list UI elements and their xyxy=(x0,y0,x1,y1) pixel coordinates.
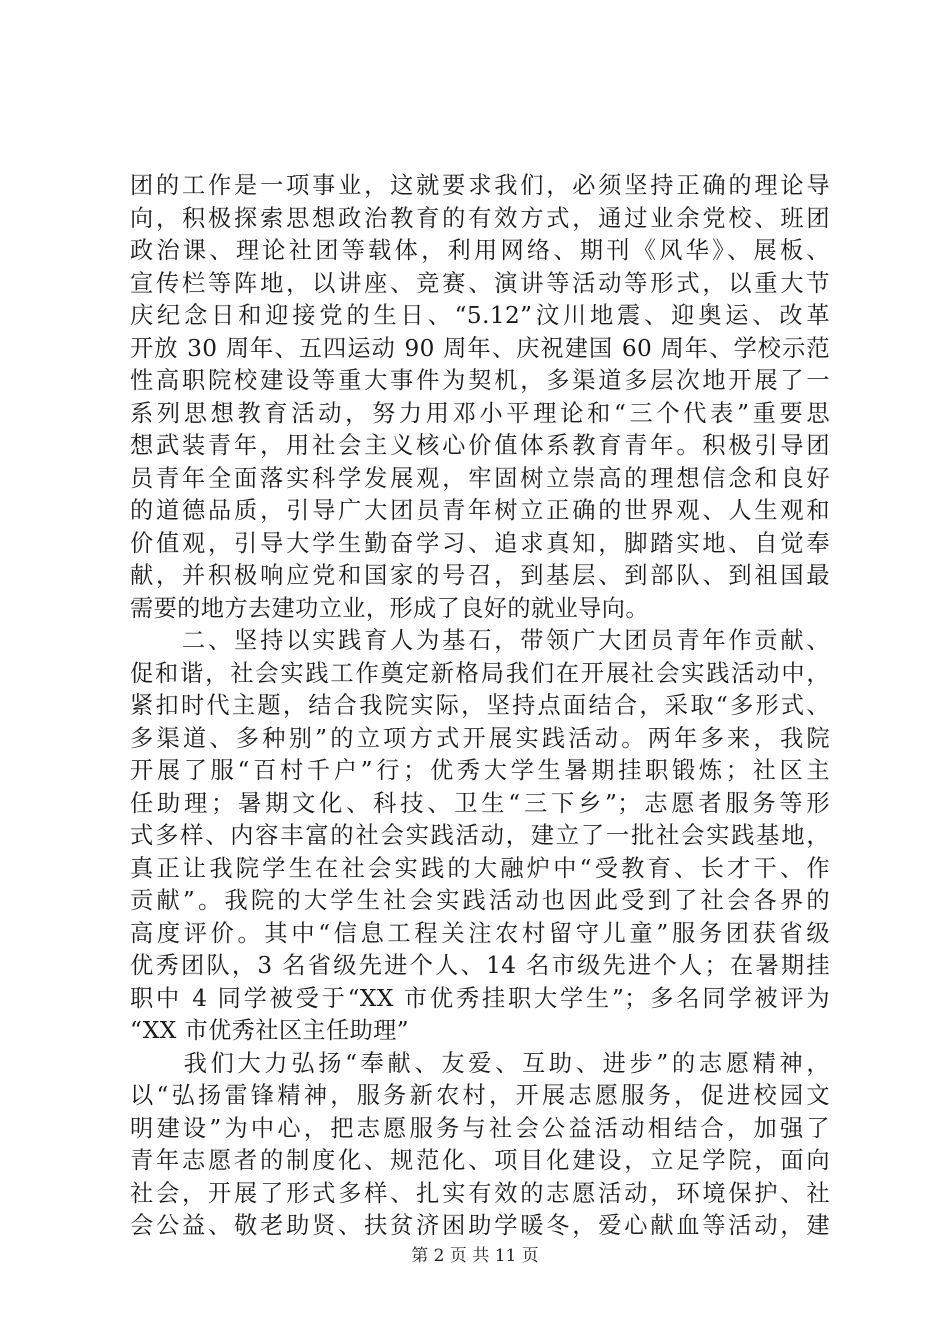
paragraph-line: 向，积极探索思想政治教育的有效方式，通过业余党校、班团 xyxy=(130,204,830,232)
paragraph-line: 需要的地方去建功立业，形成了良好的就业导向。 xyxy=(130,594,649,622)
paragraph-line: 式多样、内容丰富的社会实践活动，建立了一批社会实践基地， xyxy=(130,822,830,849)
paragraph-line: 开展了服“百村千户”行；优秀大学生暑期挂职锻炼；社区主 xyxy=(130,757,830,784)
paragraph-line: 想武装青年，用社会主义核心价值体系教育青年。积极引导团 xyxy=(130,432,830,459)
paragraph-line: 促和谐，社会实践工作奠定新格局我们在开展社会实践活动中， xyxy=(130,659,830,687)
paragraph-line: 真正让我院学生在社会实践的大融炉中“受教育、长才干、作 xyxy=(130,854,830,882)
paragraph-line: 系列思想教育活动，努力用邓小平理论和“三个代表”重要思 xyxy=(130,399,830,427)
document-body xyxy=(130,170,830,1243)
paragraph-line: “XX 市优秀社区主任助理” xyxy=(130,1017,410,1044)
paragraph-line: 以“弘扬雷锋精神，服务新农村，开展志愿服务，促进校园文 xyxy=(130,1082,830,1109)
paragraph-line: 的道德品质，引导广大团员青年树立正确的世界观、人生观和 xyxy=(130,497,830,524)
paragraph-line: 高度评价。其中“信息工程关注农村留守儿童”服务团获省级 xyxy=(130,919,830,947)
paragraph-line: 优秀团队，3 名省级先进个人、14 名市级先进个人；在暑期挂 xyxy=(130,952,830,979)
paragraph-line: 紧扣时代主题，结合我院实际，坚持点面结合，采取“多形式、 xyxy=(130,692,830,719)
paragraph-line: 社会，开展了形式多样、扎实有效的志愿活动，环境保护、社 xyxy=(130,1179,830,1207)
paragraph-line: 政治课、理论社团等载体，利用网络、期刊《风华》、展板、 xyxy=(130,237,830,264)
paragraph-line: 性高职院校建设等重大事件为契机，多渠道多层次地开展了一 xyxy=(130,367,830,394)
paragraph-line: 团的工作是一项事业，这就要求我们，必须坚持正确的理论导 xyxy=(130,172,830,199)
paragraph-line: 我们大力弘扬“奉献、友爱、互助、进步”的志愿精神， xyxy=(130,1049,830,1077)
paragraph-line: 会公益、敬老助贤、扶贫济困助学暖冬，爱心献血等活动，建 xyxy=(130,1212,830,1239)
paragraph-line: 多渠道、多种别”的立项方式开展实践活动。两年多来，我院 xyxy=(130,724,830,752)
page-footer: 第 2 页 共 11 页 xyxy=(411,1246,539,1266)
paragraph-line: 宣传栏等阵地，以讲座、竞赛、演讲等活动等形式，以重大节 xyxy=(130,269,830,297)
paragraph-line: 员青年全面落实科学发展观，牢固树立崇高的理想信念和良好 xyxy=(130,464,830,492)
paragraph-line: 庆纪念日和迎接党的生日、“5.12”汶川地震、迎奥运、改革 xyxy=(130,302,830,329)
paragraph-line: 献，并积极响应党和国家的号召，到基层、到部队、到祖国最 xyxy=(130,562,830,589)
paragraph-line: 明建设”为中心，把志愿服务与社会公益活动相结合，加强了 xyxy=(130,1114,830,1142)
paragraph-line: 价值观，引导大学生勤奋学习、追求真知，脚踏实地、自觉奉 xyxy=(130,529,830,557)
paragraph-line: 青年志愿者的制度化、规范化、项目化建设，立足学院，面向 xyxy=(130,1147,830,1174)
paragraph-line: 二、坚持以实践育人为基石，带领广大团员青年作贡献、 xyxy=(130,627,830,654)
paragraph-line: 职中 4 同学被受于“XX 市优秀挂职大学生”；多名同学被评为 xyxy=(130,984,830,1012)
paragraph-line: 任助理；暑期文化、科技、卫生“三下乡”；志愿者服务等形 xyxy=(130,789,830,817)
paragraph-line: 开放 30 周年、五四运动 90 周年、庆祝建国 60 周年、学校示范 xyxy=(130,334,830,362)
paragraph-line: 贡献”。我院的大学生社会实践活动也因此受到了社会各界的 xyxy=(130,887,830,914)
